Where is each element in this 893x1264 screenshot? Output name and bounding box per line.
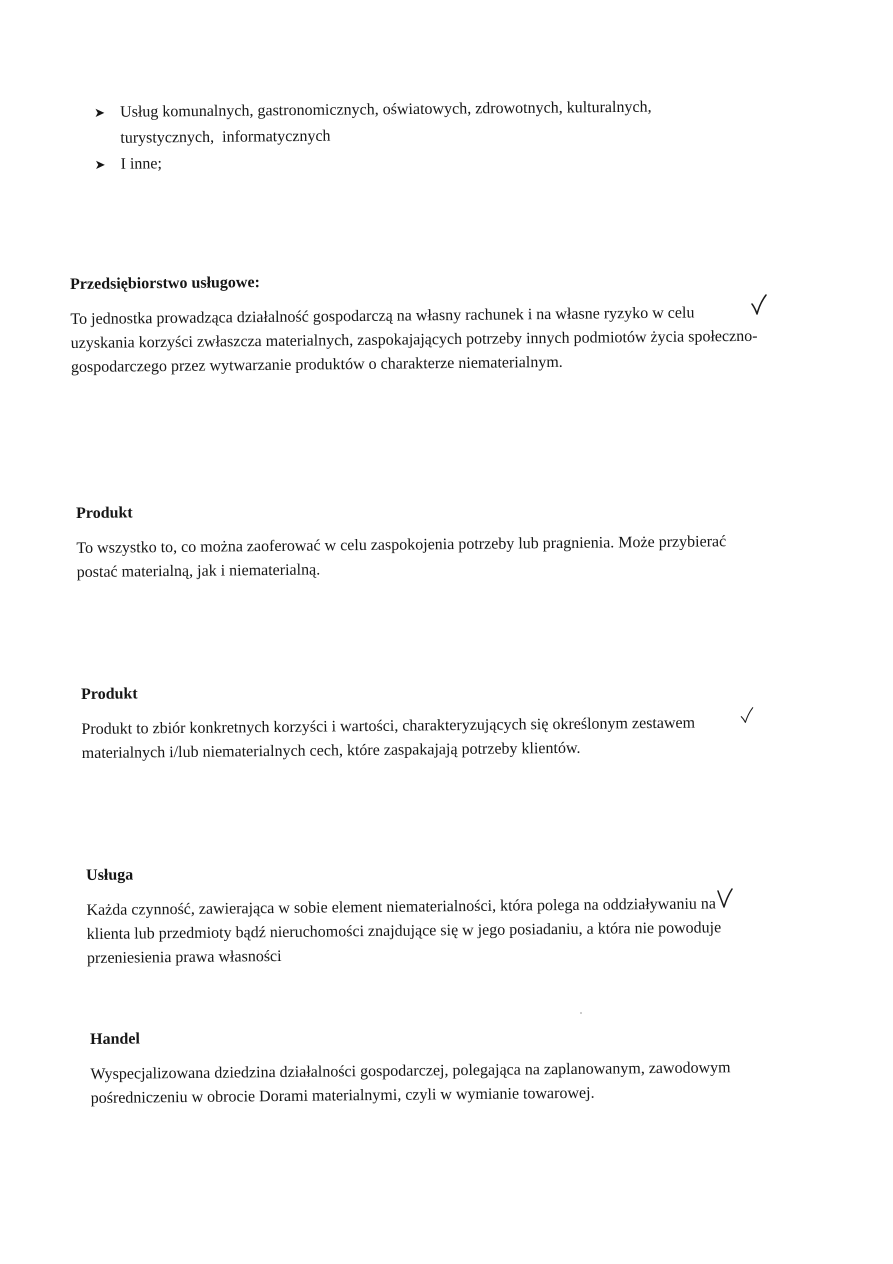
list-item-text: Usług komunalnych, gastronomicznych, oświatowych, zdrowotnych, kulturalnych, turystycznych, informatycznych [120, 98, 652, 147]
list-item [94, 145, 774, 178]
section-service-enterprise [70, 267, 761, 380]
section-heading: Usługa [86, 866, 134, 884]
handwritten-check-icon [739, 706, 755, 724]
arrowhead-bullet-icon: ➤ [94, 156, 106, 172]
section-heading: Produkt [81, 685, 138, 703]
list-item-text: I inne; [120, 155, 163, 173]
handwritten-check-icon [715, 887, 735, 909]
section-paragraph: Wyspecjalizowana dziedzina działalności gospodarczej, polegająca na zaplanowanym, zawodowym pośredniczeniu w obrocie Dorami materialnymi, czyli w wymianie towarowej. [90, 1059, 731, 1107]
section-paragraph: Każda czynność, zawierająca w sobie element niematerialności, która polega na oddziaływaniu na klienta lub przedmioty bądź nieruchomości znajdujące się w jego posiadaniu, a która nie powoduje przeniesienia prawa własności [86, 895, 722, 967]
section-service [86, 858, 727, 971]
section-trade [90, 1022, 771, 1111]
arrowhead-bullet-icon: ➤ [94, 104, 106, 120]
section-paragraph: To jednostka prowadząca działalność gospodarczą na własny rachunek i na własne ryzyko w celu uzyskania korzyści zwłaszcza materialnych, zaspokajających potrzeby innych podmiotów życia społeczno- gospodarczego przez wytwarzanie produktów o charakterze niematerialnym. [70, 304, 758, 376]
section-product-1 [76, 496, 757, 585]
service-types-list [94, 93, 775, 178]
section-heading: Przedsiębiorstwo usługowe: [70, 274, 260, 293]
scan-speck [580, 1012, 582, 1014]
section-paragraph: To wszystko to, co można zaoferować w celu zaspokojenia potrzeby lub pragnienia. Może przybierać postać materialną, jak i niematerialną. [76, 533, 727, 581]
section-heading: Handel [90, 1030, 140, 1048]
list-item [94, 93, 774, 152]
section-paragraph: Produkt to zbiór konkretnych korzyści i wartości, charakteryzujących się określonym zestawem materialnych i/lub niematerialnych cech, które zaspakajają potrzeby klientów. [81, 714, 696, 762]
section-product-2 [81, 677, 762, 766]
handwritten-check-icon [750, 294, 768, 316]
section-heading: Produkt [76, 504, 133, 522]
